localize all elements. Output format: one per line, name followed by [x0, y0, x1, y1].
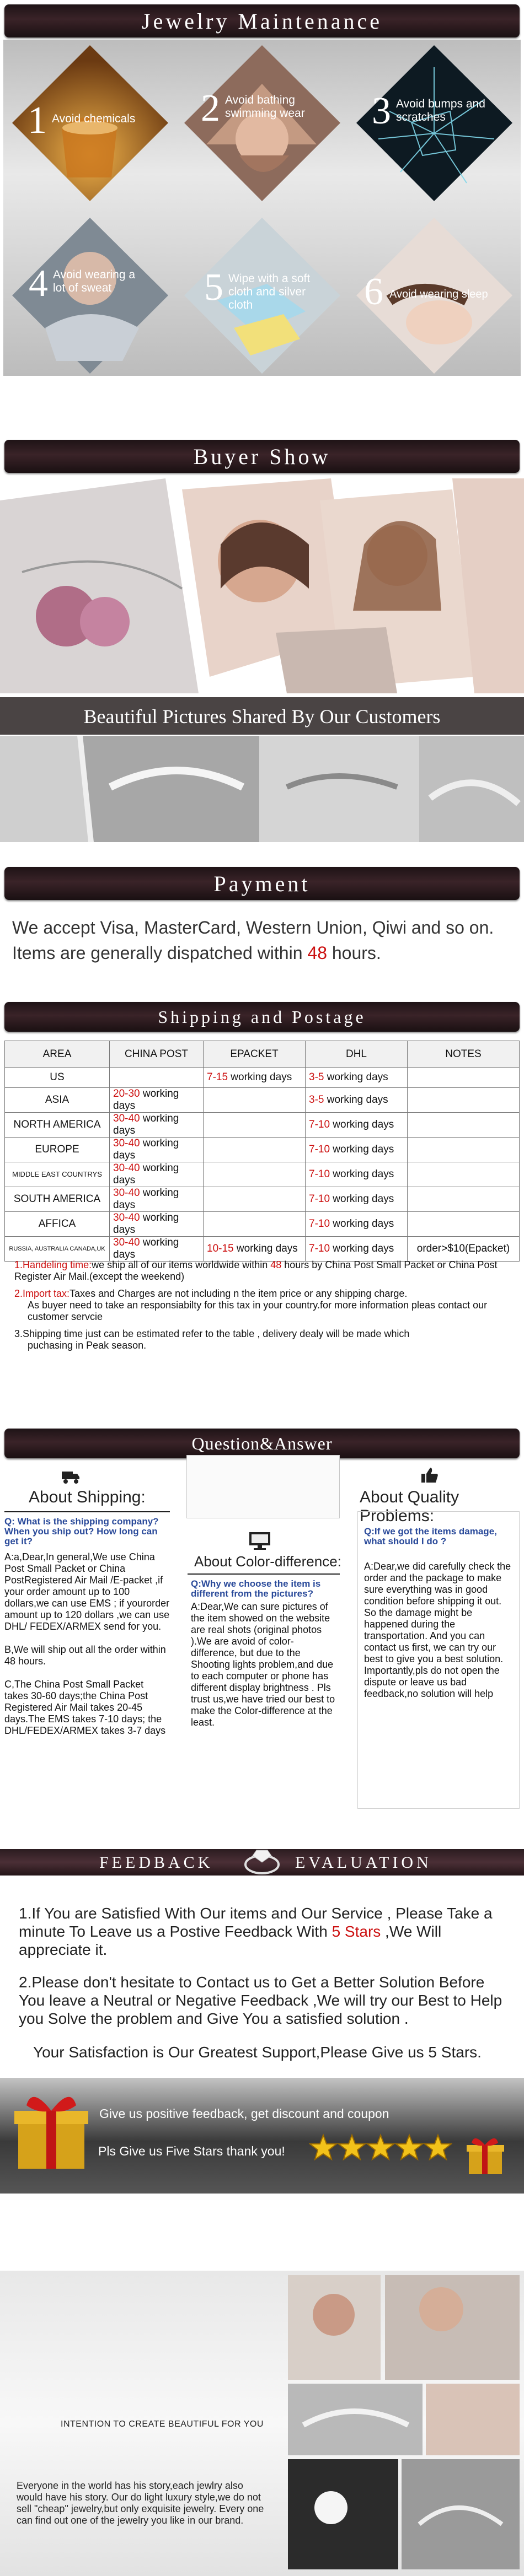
star-icon	[396, 2135, 423, 2159]
maintenance-tile-cloth	[184, 218, 340, 374]
header-area: AREA	[5, 1041, 110, 1068]
shipping-note-2	[14, 1288, 514, 1323]
row-dhl	[306, 1138, 408, 1162]
feedback-left-title: FEEDBACK	[99, 1853, 213, 1872]
header-epacket: EPACKET	[204, 1041, 306, 1068]
note-1-label: 1.Handeling time:	[14, 1259, 92, 1270]
feedback-para-2: 2.Please don't hesitate to Contact us to Get a Better Solution Before You leave a Neutral or Negative Feedback ,We will try our Best to Help you Solve the problem and Give You a satisfied solution .	[19, 1974, 502, 2027]
color-heading: About Color-difference:	[194, 1553, 341, 1570]
star-icon	[367, 2135, 394, 2159]
duration-unit: working days	[113, 1113, 179, 1136]
dispatch-info	[12, 940, 514, 966]
row-epacket	[204, 1237, 306, 1262]
row-china-post	[110, 1113, 204, 1138]
duration-unit: working days	[113, 1212, 179, 1236]
truck-icon	[61, 1466, 81, 1486]
duration-range: 7-10	[309, 1144, 330, 1155]
row-notes	[408, 1068, 520, 1088]
small-gift-icon	[463, 2133, 507, 2177]
color-divider	[188, 1573, 340, 1575]
row-dhl	[306, 1088, 408, 1113]
note-2-text-a: Taxes and Charges are not including n the item price or any shipping charge.	[69, 1288, 408, 1299]
shipping-row	[5, 1088, 520, 1113]
header-dhl: DHL	[306, 1041, 408, 1068]
story-text: Everyone in the world has his story,each jewlry also would have his story. Our do light luxury style,we do not sell "cheap" jewelry,but only exquisite jewelry. Every one can find out one of the jewelry you like in our brand.	[17, 2480, 264, 2526]
shipping-table	[4, 1041, 520, 1262]
row-china-post	[110, 1068, 204, 1088]
shipping-divider	[4, 1511, 170, 1512]
feedback-p1-b: ,We Will appreciate it.	[19, 1923, 442, 1958]
shipping-row	[5, 1187, 520, 1212]
story-caption: INTENTION TO CREATE BEAUTIFUL FOR YOU	[61, 2419, 264, 2429]
duration-range: 30-40	[113, 1162, 140, 1174]
duration-unit: working days	[324, 1094, 388, 1106]
duration-range: 7-10	[309, 1168, 330, 1180]
row-dhl	[306, 1068, 408, 1088]
duration-unit: working days	[233, 1243, 298, 1254]
qa-image-placeholder	[186, 1455, 340, 1518]
maintenance-tile-bumps	[356, 45, 512, 201]
row-notes: order>$10(Epacket)	[408, 1237, 520, 1262]
duration-range: 3-5	[309, 1071, 324, 1083]
row-china-post	[110, 1212, 204, 1237]
duration-range: 30-40	[113, 1237, 140, 1248]
duration-unit: working days	[113, 1088, 179, 1112]
row-area: MIDDLE EAST COUNTRYS	[5, 1162, 110, 1187]
customers-caption: Beautiful Pictures Shared By Our Customers	[83, 705, 441, 727]
quality-answer: A:Dear,we did carefully check the order and the package to make sure everything was in good condition before shipping it out. So the damage might be happened during the transportation. And you can contact us first, we can try our best to give you a best solution. Importantly,pls do not open the dispute or leave us bad feedback,no solution will help	[364, 1561, 511, 1699]
tile-6-text: Avoid wearing sleep	[389, 288, 488, 300]
diamond-ring-icon	[232, 1845, 292, 1880]
shipping-heading: About Shipping:	[29, 1488, 146, 1506]
row-area: SOUTH AMERICA	[5, 1187, 110, 1212]
duration-range: 7-10	[309, 1193, 330, 1205]
five-stars-rating	[309, 2133, 452, 2164]
maintenance-tile-sweat	[12, 218, 168, 374]
shipping-table-body	[5, 1068, 520, 1262]
tile-4-text: Avoid wearing a lot of sweat	[53, 268, 136, 295]
shipping-answer	[4, 1551, 170, 1737]
note-1-hours: 48	[270, 1259, 282, 1270]
row-dhl	[306, 1212, 408, 1237]
shipping-answer-b: B,We will ship out all the order within 48 hours.	[4, 1644, 166, 1667]
feedback-para-1	[19, 1904, 510, 1959]
row-notes	[408, 1138, 520, 1162]
feedback-banner	[0, 1849, 524, 1876]
payment-title: Payment	[213, 871, 311, 896]
shipping-note-1	[14, 1259, 514, 1282]
duration-unit: working days	[330, 1119, 394, 1130]
duration-range: 10-15	[207, 1243, 234, 1254]
tile-5-number: 5	[204, 266, 223, 309]
row-epacket	[204, 1088, 306, 1113]
tile-6-number: 6	[364, 271, 383, 313]
tile-2-number: 2	[201, 87, 220, 130]
duration-range: 30-40	[113, 1113, 140, 1124]
row-area: RUSSIA, AUSTRALIA CANADA,UK	[5, 1237, 110, 1262]
row-epacket	[204, 1162, 306, 1187]
duration-unit: working days	[330, 1144, 394, 1155]
duration-range: 30-40	[113, 1138, 140, 1149]
row-epacket	[204, 1212, 306, 1237]
header-china-post: CHINA POST	[110, 1041, 204, 1068]
shipping-row	[5, 1068, 520, 1088]
dispatch-suffix: hours.	[327, 943, 381, 963]
shipping-row	[5, 1113, 520, 1138]
maintenance-tile-sleep	[356, 218, 512, 374]
shipping-notes	[14, 1259, 514, 1357]
duration-unit: working days	[330, 1168, 394, 1180]
promo-line-2: Pls Give us Five Stars thank you!	[98, 2144, 285, 2158]
row-china-post	[110, 1138, 204, 1162]
row-china-post	[110, 1237, 204, 1262]
duration-unit: working days	[113, 1138, 179, 1161]
note-3-text-b: puchasing in Peak season.	[28, 1340, 147, 1351]
duration-unit: working days	[330, 1243, 394, 1254]
buyer-show-banner	[4, 440, 520, 473]
shipping-note-3	[14, 1328, 514, 1351]
tile-1-text: Avoid chemicals	[52, 112, 136, 125]
duration-unit: working days	[330, 1193, 394, 1205]
monitor-icon	[248, 1531, 271, 1551]
row-dhl	[306, 1237, 408, 1262]
shipping-row	[5, 1138, 520, 1162]
row-area: ASIA	[5, 1088, 110, 1113]
row-china-post	[110, 1187, 204, 1212]
tile-4-number: 4	[29, 262, 48, 305]
row-notes	[408, 1088, 520, 1113]
row-dhl	[306, 1187, 408, 1212]
duration-unit: working days	[113, 1237, 179, 1260]
row-notes	[408, 1187, 520, 1212]
note-1-text-a: we ship all of our items worldwide within	[92, 1259, 271, 1270]
row-notes	[408, 1212, 520, 1237]
row-epacket	[204, 1187, 306, 1212]
feedback-right-title: EVALUATION	[295, 1853, 432, 1872]
maintenance-tile-swimming	[184, 45, 340, 201]
row-area: US	[5, 1068, 110, 1088]
maintenance-banner	[4, 4, 520, 37]
maintenance-tile-chemicals	[12, 45, 168, 201]
gift-box-icon	[10, 2086, 93, 2174]
row-china-post	[110, 1088, 204, 1113]
star-icon	[310, 2135, 336, 2159]
payment-info	[12, 915, 514, 966]
duration-unit: working days	[228, 1071, 292, 1083]
shipping-row	[5, 1162, 520, 1187]
payment-methods: We accept Visa, MasterCard, Western Union, Qiwi and so on.	[12, 918, 494, 937]
row-area: AFFICA	[5, 1212, 110, 1237]
buyer-show-title: Buyer Show	[193, 444, 331, 469]
row-china-post	[110, 1162, 204, 1187]
customers-caption-bar	[0, 697, 524, 735]
row-epacket	[204, 1138, 306, 1162]
row-dhl	[306, 1113, 408, 1138]
star-icon	[339, 2135, 365, 2159]
color-question: Q:Why we choose the item is different from the pictures?	[191, 1578, 321, 1599]
maintenance-title: Jewelry Maintenance	[142, 8, 382, 34]
shipping-row	[5, 1212, 520, 1237]
row-area: EUROPE	[5, 1138, 110, 1162]
qa-banner	[4, 1429, 520, 1458]
color-answer: A:Dear,We can sure pictures of the item showed on the website are real shots (original photos ).We are avoid of color-difference, but due to the Shooting lights problem,and due to each computer or phone has different display brightness . Pls trust us,we have tried our best to make the Color-difference at the least.	[191, 1601, 335, 1728]
tile-2-text: Avoid bathing swimming wear	[225, 94, 305, 120]
qa-title: Question&Answer	[191, 1433, 333, 1453]
shipping-row	[5, 1237, 520, 1262]
feedback-p1-a: 1.If You are Satisfied With Our items and Our Service , Please Take a minute To Leave us a Postive Feedback With	[19, 1905, 493, 1940]
duration-range: 30-40	[113, 1187, 140, 1199]
row-epacket	[204, 1113, 306, 1138]
duration-range: 20-30	[113, 1088, 140, 1100]
quality-heading: About Quality Problems:	[360, 1488, 459, 1525]
shipping-table-header	[5, 1041, 520, 1068]
tile-3-number: 3	[372, 90, 391, 132]
row-dhl	[306, 1162, 408, 1187]
duration-range: 7-15	[207, 1071, 228, 1083]
feedback-text	[19, 1904, 510, 2070]
row-notes	[408, 1162, 520, 1187]
feedback-p1-stars: 5 Stars	[331, 1923, 381, 1940]
duration-range: 7-10	[309, 1243, 330, 1254]
tile-5-text: Wipe with a soft cloth and silver cloth	[228, 272, 311, 312]
duration-unit: working days	[330, 1218, 394, 1230]
duration-range: 7-10	[309, 1218, 330, 1230]
row-notes	[408, 1113, 520, 1138]
note-2-label: 2.Import tax:	[14, 1288, 70, 1299]
feedback-para-3: Your Satisfaction is Our Greatest Support,Please Give us 5 Stars.	[33, 2044, 482, 2061]
duration-range: 30-40	[113, 1212, 140, 1224]
note-2-text-b: As buyer need to take an responsiabilty for this tax in your country.for more information pleas contact our customer servcie	[28, 1300, 488, 1322]
header-notes: NOTES	[408, 1041, 520, 1068]
row-area: NORTH AMERICA	[5, 1113, 110, 1138]
tile-3-text: Avoid bumps and scratches	[396, 98, 485, 124]
shipping-title: Shipping and Postage	[158, 1006, 366, 1027]
thumbs-up-icon	[420, 1466, 439, 1485]
promo-line-1: Give us positive feedback, get discount and coupon	[99, 2106, 389, 2121]
buyer-show-collage	[0, 478, 524, 842]
shipping-answer-a: A:a,Dear,In general,We use China Post Small Packet or China PostRegistered Air Mail /E-packet ,if your order amount up to 100 dollars,we can use EMS ; if yourorder amount up to 120 dollars ,we can use DHL/ FEDEX/ARMEX send for you.	[4, 1551, 170, 1632]
quality-question: Q:If we got the items damage, what should I do ?	[364, 1526, 497, 1546]
duration-unit: working days	[113, 1162, 179, 1186]
dispatch-prefix: Items are generally dispatched within	[12, 943, 308, 963]
star-icon	[425, 2135, 451, 2159]
note-3-text-a: 3.Shipping time just can be estimated refer to the table , delivery dealy will be made which	[14, 1328, 410, 1339]
duration-range: 7-10	[309, 1119, 330, 1130]
tile-1-number: 1	[28, 99, 47, 142]
shipping-question: Q: What is the shipping company? When you ship out? How long can get it?	[4, 1516, 159, 1546]
duration-unit: working days	[324, 1071, 388, 1083]
payment-banner	[4, 867, 520, 900]
duration-unit: working days	[113, 1187, 179, 1211]
shipping-answer-c: C,The China Post Small Packet takes 30-60 days;the China Post Registered Air Mail takes 20-45 days.The EMS takes 7-10 days; the DHL/FEDEX/ARMEX takes 3-7 days	[4, 1679, 166, 1736]
note-1-text-b: hours by China Post Small Packet or China Post Register Air Mail.(except the weekend)	[14, 1259, 498, 1282]
dispatch-hours: 48	[307, 943, 327, 963]
duration-range: 3-5	[309, 1094, 324, 1106]
row-epacket	[204, 1068, 306, 1088]
shipping-banner	[4, 1002, 520, 1032]
